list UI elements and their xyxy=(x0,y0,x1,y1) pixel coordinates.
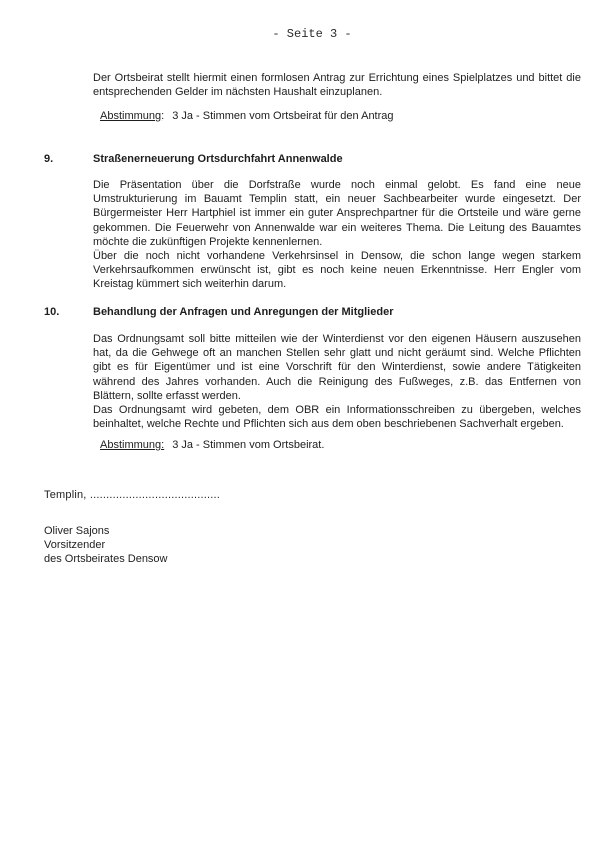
signature-org: des Ortsbeirates Densow xyxy=(44,553,168,566)
section-10-number: 10. xyxy=(44,306,60,318)
vote-line-2 xyxy=(100,438,324,452)
vote-colon: : xyxy=(161,110,165,122)
intro-paragraph xyxy=(93,71,581,99)
place-and-date-line: Templin, ........................................ xyxy=(44,489,221,501)
page-number-header: - Seite 3 - xyxy=(272,27,352,41)
section-9-paragraph: Über die noch nicht vorhandene Verkehrsinsel in Densow, die schon lange wegen starkem Verkehrsaufkommen erwünscht ist, gibt es noch keine neuen Erkenntnisse. Herr Engler vom Kreistag kümmert sich weiterhin darum. xyxy=(93,250,581,291)
section-10-title: Behandlung der Anfragen und Anregungen der Mitglieder xyxy=(93,306,394,318)
section-10-body xyxy=(93,332,581,431)
signature-name: Oliver Sajons xyxy=(44,525,110,537)
signature-block xyxy=(44,524,168,567)
section-9-title: Straßenerneuerung Ortsdurchfahrt Annenwalde xyxy=(93,153,343,165)
vote-label: Abstimmung: xyxy=(100,439,165,451)
section-10-paragraph: Das Ordnungsamt soll bitte mitteilen wie der Winterdienst vor den eigenen Häusern auszusehen hat, da die Gehwege oft an manchen Stellen sehr glatt und nicht geräumt sind. Welche Pflichten gibt es für Eigentümer und ist eine Vorschrift für den Winterdienst, sowie andere Tätigkeiten während des Jahres vorhanden. Auch die Reinigung des Fußweges, z.B. das Entfernen von Blättern, sollte erfasst werden. xyxy=(93,333,581,402)
vote-result: 3 Ja - Stimmen vom Ortsbeirat. xyxy=(172,439,325,451)
section-9-body xyxy=(93,178,581,292)
vote-line-1 xyxy=(100,109,394,123)
section-9-paragraph: Die Präsentation über die Dorfstraße wurde noch einmal gelobt. Es fand eine neue Umstrukturierung im Bauamt Templin statt, ein neuer Sachbearbeiter wurde eingesetzt. Der Bürgermeister Herr Hartphiel ist immer ein guter Ansprechpartner für die Ortsteile und wäre gerne gekommen. Die Feuerwehr von Annenwalde war ein weiteres Thema. Die Leitung des Bauamtes möchte die zukünftigen Projekte kennenlernen. xyxy=(93,179,581,248)
vote-result: 3 Ja - Stimmen vom Ortsbeirat für den Antrag xyxy=(172,110,394,122)
section-10-paragraph: Das Ordnungsamt wird gebeten, dem OBR ein Informationsschreiben zu übergeben, welches beinhaltet, welche Rechte und Pflichten sich aus dem oben beschriebenen Sachverhalt ergeben. xyxy=(93,404,581,431)
signature-role: Vorsitzender xyxy=(44,539,106,552)
section-9-number: 9. xyxy=(44,153,54,165)
intro-paragraph-text: Der Ortsbeirat stellt hiermit einen formlosen Antrag zur Errichtung eines Spielplatzes und bittet die entsprechenden Gelder im nächsten Haushalt einzuplanen. xyxy=(93,72,581,99)
vote-label: Abstimmung xyxy=(100,110,162,122)
